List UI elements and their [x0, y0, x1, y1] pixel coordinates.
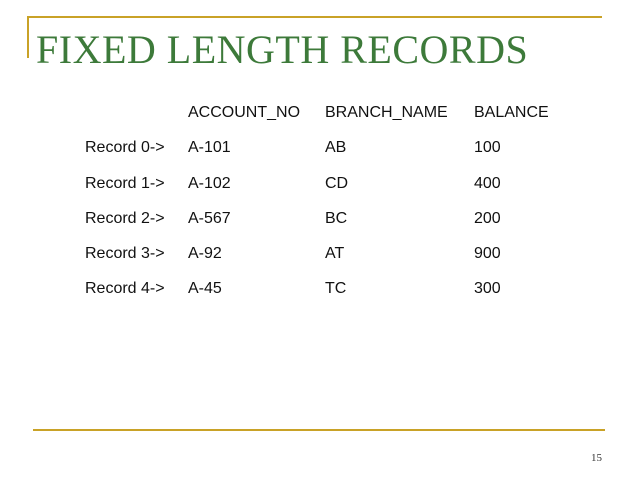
balance-cell: 200	[474, 209, 501, 227]
balance-cell: 400	[474, 174, 501, 192]
record-label: Record 4->	[85, 280, 165, 298]
branch-name-cell: AB	[325, 139, 347, 157]
account-no-cell: A-101	[188, 139, 231, 157]
header-account-no: ACCOUNT_NO	[188, 104, 301, 121]
page-number: 15	[591, 452, 602, 464]
header-balance: BALANCE	[474, 104, 549, 121]
record-label: Record 1->	[85, 174, 165, 192]
left-accent-bar	[27, 16, 29, 58]
balance-cell: 300	[474, 280, 501, 298]
balance-cell: 900	[474, 245, 501, 263]
account-no-cell: A-92	[188, 245, 222, 263]
record-label: Record 2->	[85, 209, 165, 227]
account-no-cell: A-102	[188, 174, 231, 192]
account-no-cell: A-567	[188, 209, 231, 227]
branch-name-cell: BC	[325, 209, 348, 227]
record-label: Record 0->	[85, 139, 165, 157]
branch-name-cell: TC	[325, 280, 347, 298]
branch-name-cell: CD	[325, 174, 349, 192]
bottom-divider	[33, 429, 605, 431]
top-divider	[28, 16, 602, 18]
header-branch-name: BRANCH_NAME	[325, 104, 448, 121]
branch-name-cell: AT	[325, 245, 345, 263]
balance-cell: 100	[474, 139, 501, 157]
account-no-cell: A-45	[188, 280, 222, 298]
slide-title: FIXED LENGTH RECORDS	[36, 27, 529, 72]
record-label: Record 3->	[85, 245, 165, 263]
